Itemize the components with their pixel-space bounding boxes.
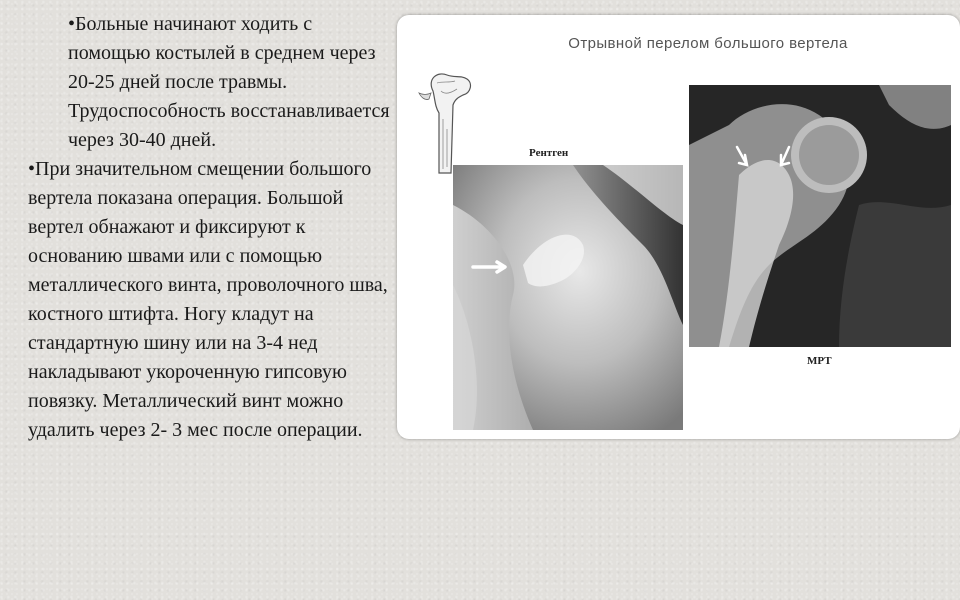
paragraph-recovery [28,10,390,155]
paragraph-surgery-text: При значительном смещении большого вертела показана операция. Большой вертел обнажают и фиксируют к основанию швами или с помощью металлического винта, проволочного шва, костного штифта. Ногу кладут на стандартную шину или на 3-4 нед накладывают укороченную гипсовую повязку. Металлический винт можно удалить через 2- 3 мес после операции. [28,158,388,441]
paragraph-recovery-text: Больные начинают ходить с помощью костылей в среднем через 20-25 дней после травмы. Трудоспособность восстанавливается через 30-40 дней. [68,13,390,151]
xray-label: Рентген [529,147,569,159]
femur-sketch-icon [415,69,475,179]
bullet-marker: • [68,13,76,35]
figure-title: Отрывной перелом большого вертела [568,35,848,52]
bullet-marker: • [28,158,36,180]
figure-panel [397,15,960,439]
slide-text-block [28,10,390,445]
paragraph-surgery [28,155,390,445]
mri-image [689,85,951,347]
mri-label: МРТ [807,355,832,367]
xray-image [453,165,683,430]
